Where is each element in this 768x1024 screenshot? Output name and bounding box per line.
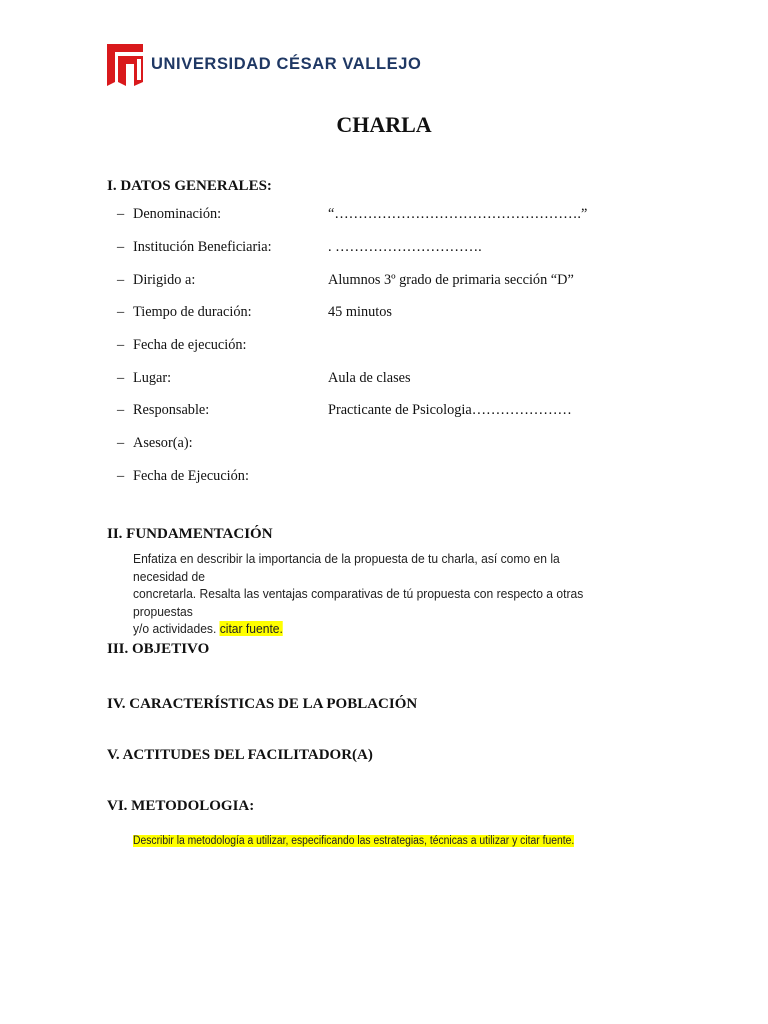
field-label: Institución Beneficiaria: xyxy=(133,239,272,255)
bullet-dash: – xyxy=(117,239,125,255)
ucv-shield-icon xyxy=(107,42,143,86)
bullet-dash: – xyxy=(117,402,125,418)
section-heading-fundamentacion: II. FUNDAMENTACIÓN xyxy=(107,526,273,542)
field-label: Asesor(a): xyxy=(133,435,193,451)
bullet-dash: – xyxy=(117,337,125,353)
bullet-dash: – xyxy=(117,468,125,484)
section-heading-datos-generales: I. DATOS GENERALES: xyxy=(107,178,272,194)
field-value: Alumnos 3º grado de primaria sección “D” xyxy=(328,272,574,288)
paragraph-line: Enfatiza en describir la importancia de la propuesta de tu charla, así como en la necesidad de xyxy=(133,551,560,584)
bullet-dash: – xyxy=(117,206,125,222)
section-heading-metodologia: VI. METODOLOGIA: xyxy=(107,798,255,814)
field-label: Fecha de Ejecución: xyxy=(133,468,249,484)
section-heading-objetivo: III. OBJETIVO xyxy=(107,641,210,657)
highlighted-instruction: Describir la metodología a utilizar, especificando las estrategias, técnicas a utilizar y citar fuente. xyxy=(133,835,575,847)
fundamentacion-paragraph xyxy=(133,550,617,638)
field-label: Dirigido a: xyxy=(133,272,196,288)
section-heading-caracteristicas: IV. CARACTERÍSTICAS DE LA POBLACIÓN xyxy=(107,696,418,712)
field-value: Practicante de Psicologia………………… xyxy=(328,402,572,418)
field-label: Fecha de ejecución: xyxy=(133,337,247,353)
university-logo xyxy=(107,42,421,86)
field-value: 45 minutos xyxy=(328,304,392,320)
field-value: “…………………………………………….” xyxy=(328,206,588,222)
field-label: Tiempo de duración: xyxy=(133,304,252,320)
paragraph-line xyxy=(133,620,617,638)
field-label: Denominación: xyxy=(133,206,222,222)
document-title: CHARLA xyxy=(336,112,432,137)
bullet-dash: – xyxy=(117,304,125,320)
paragraph-text: y/o actividades. xyxy=(133,621,217,636)
metodologia-instruction xyxy=(133,835,574,847)
bullet-dash: – xyxy=(117,370,125,386)
field-label: Responsable: xyxy=(133,402,210,418)
section-heading-actitudes: V. ACTITUDES DEL FACILITADOR(A) xyxy=(107,747,373,763)
paragraph-line: concretarla. Resalta las ventajas comparativas de tú propuesta con respecto a otras propuestas xyxy=(133,586,584,619)
university-name: UNIVERSIDAD CÉSAR VALLEJO xyxy=(151,54,422,73)
field-value: Aula de clases xyxy=(328,370,411,386)
bullet-dash: – xyxy=(117,272,125,288)
highlighted-citation: citar fuente. xyxy=(219,621,283,636)
field-value: . …………………………. xyxy=(328,239,482,255)
bullet-dash: – xyxy=(117,435,125,451)
field-label: Lugar: xyxy=(133,370,172,386)
